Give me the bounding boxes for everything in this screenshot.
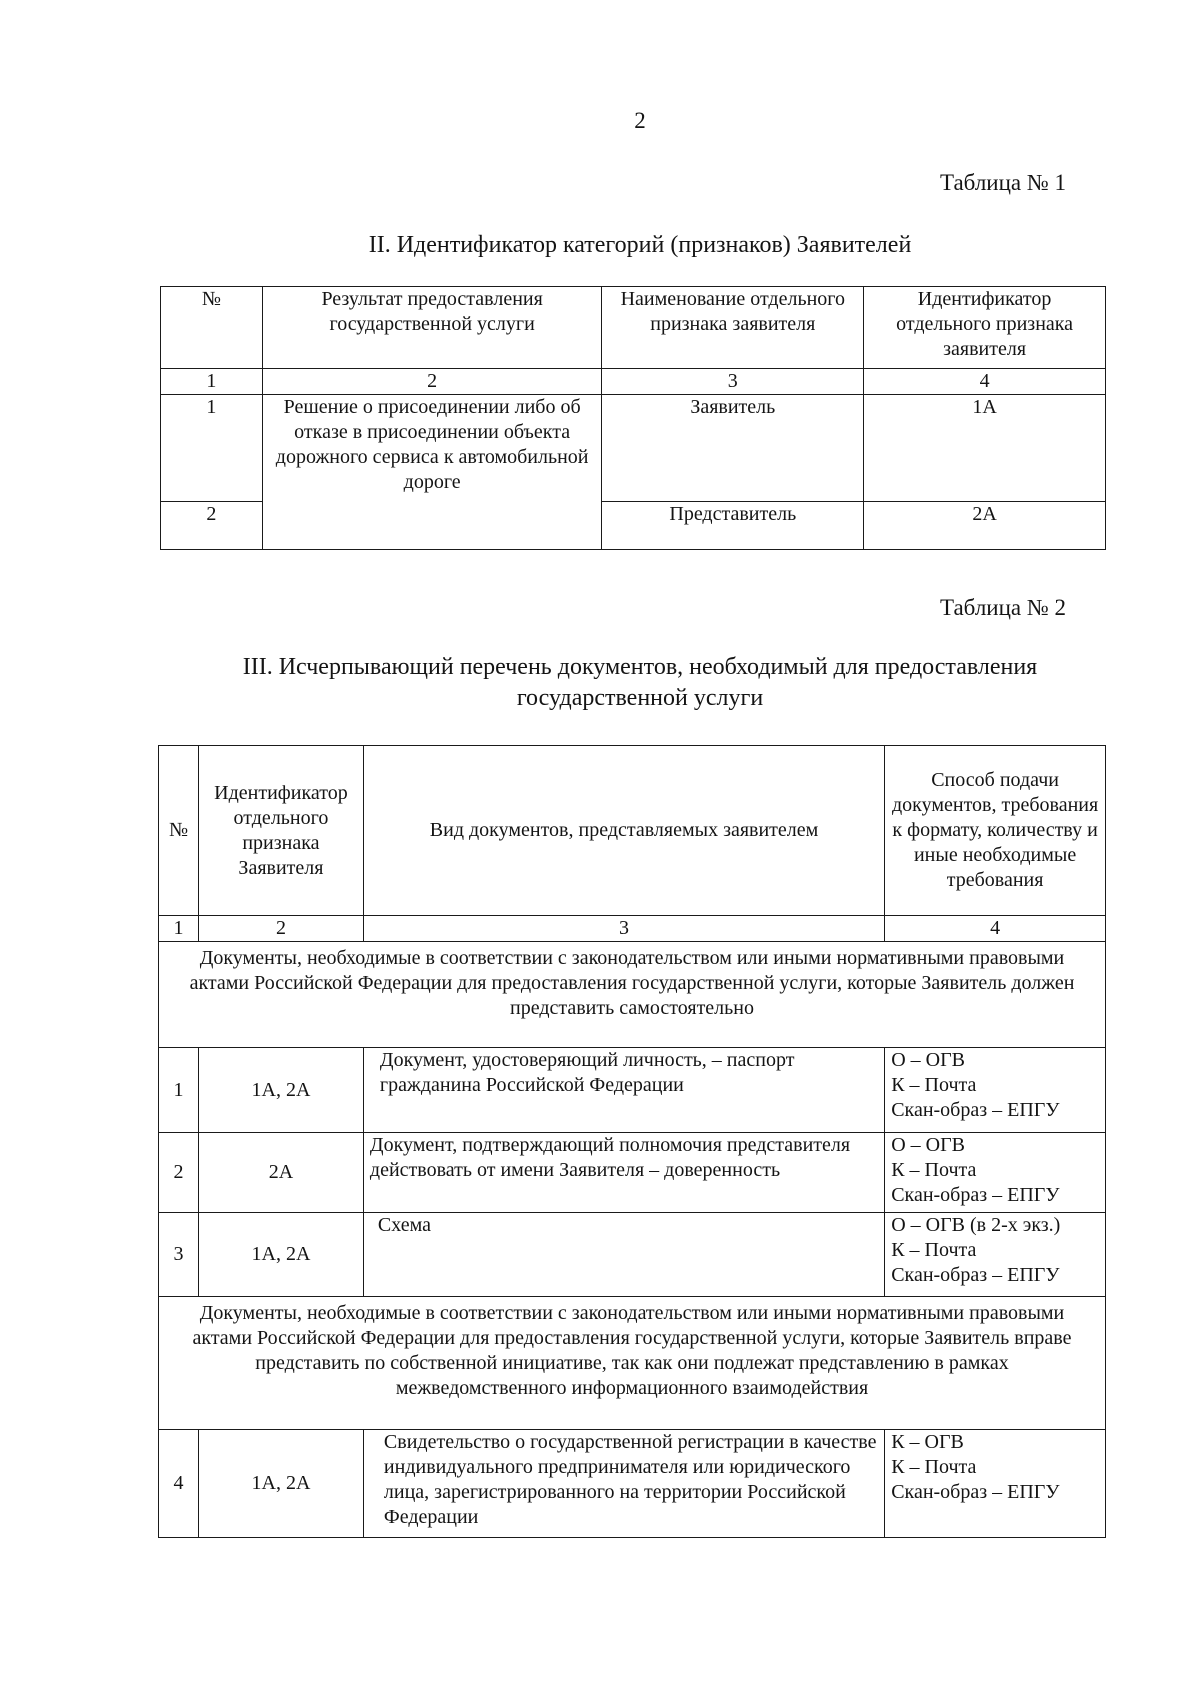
section-optional-docs: Документы, необходимые в соответствии с законодательством или иными нормативными правовыми актами Российской Федерации для предоставления государственной услуги, которые Заявитель вправе представить по собственной инициативе, так как они подлежат представлению в рамках межведомственного информационного взаимодействия bbox=[159, 1297, 1106, 1430]
table1-row bbox=[161, 395, 1106, 502]
table2-row bbox=[159, 1133, 1106, 1213]
table2-colnum: 1 bbox=[159, 916, 199, 942]
table2-row-way bbox=[885, 1213, 1106, 1297]
table1-header-row bbox=[161, 287, 1106, 369]
way-line: Скан-образ – ЕПГУ bbox=[891, 1264, 1060, 1286]
table2-header-identifier: Идентификатор отдельного признака Заявителя bbox=[198, 746, 363, 916]
way-line: Скан-образ – ЕПГУ bbox=[891, 1184, 1060, 1206]
table1-header-id: Идентификатор отдельного признака заявителя bbox=[864, 287, 1106, 369]
way-line: К – Почта bbox=[891, 1159, 977, 1181]
table1-row-id: 2А bbox=[864, 502, 1106, 550]
documents-table bbox=[158, 745, 1106, 1538]
applicant-categories-table bbox=[160, 286, 1106, 550]
table2-row-ids: 1А, 2А bbox=[198, 1430, 363, 1538]
table1-column-numbers-row bbox=[161, 369, 1106, 395]
table1-header-num: № bbox=[161, 287, 263, 369]
table2-row-way bbox=[885, 1048, 1106, 1133]
table2-row-way bbox=[885, 1133, 1106, 1213]
table2-row-doc: Документ, подтверждающий полномочия представителя действовать от имени Заявителя – доверенность bbox=[363, 1133, 884, 1213]
table1-header-name: Наименование отдельного признака заявителя bbox=[602, 287, 864, 369]
table1-row-name: Заявитель bbox=[602, 395, 864, 502]
table2-header-submission: Способ подачи документов, требования к формату, количеству и иные необходимые требования bbox=[885, 746, 1106, 916]
table2-row bbox=[159, 1213, 1106, 1297]
way-line: К – Почта bbox=[891, 1456, 977, 1478]
table2-header-num: № bbox=[159, 746, 199, 916]
table1-row-num: 2 bbox=[161, 502, 263, 550]
table2-row-way bbox=[885, 1430, 1106, 1538]
table1-title: II. Идентификатор категорий (признаков) Заявителей bbox=[368, 232, 912, 258]
page-number: 2 bbox=[634, 108, 646, 133]
way-line: Скан-образ – ЕПГУ bbox=[891, 1099, 1060, 1121]
table1-colnum: 3 bbox=[602, 369, 864, 395]
table2-column-numbers-row bbox=[159, 916, 1106, 942]
table2-title: III. Исчерпывающий перечень документов, необходимый для предоставления государственной услуги bbox=[242, 654, 1038, 711]
way-line: К – Почта bbox=[891, 1239, 977, 1261]
table2-label: Таблица № 2 bbox=[940, 595, 1067, 620]
table2-row-ids: 2А bbox=[198, 1133, 363, 1213]
table2-colnum: 3 bbox=[363, 916, 884, 942]
table2-colnum: 4 bbox=[885, 916, 1106, 942]
table2-row-doc: Схема bbox=[363, 1213, 884, 1297]
way-line: К – ОГВ bbox=[891, 1431, 964, 1453]
table1-header-result: Результат предоставления государственной услуги bbox=[262, 287, 602, 369]
table1-result-text: Решение о присоединении либо об отказе в присоединении объекта дорожного сервиса к автомобильной дороге bbox=[262, 395, 602, 550]
table2-row-doc: Документ, удостоверяющий личность, – паспорт гражданина Российской Федерации bbox=[363, 1048, 884, 1133]
table1-row-num: 1 bbox=[161, 395, 263, 502]
table2-row-ids: 1А, 2А bbox=[198, 1048, 363, 1133]
table2-row bbox=[159, 1430, 1106, 1538]
table1-colnum: 1 bbox=[161, 369, 263, 395]
table2-section-row bbox=[159, 1297, 1106, 1430]
table2-section-row bbox=[159, 942, 1106, 1048]
table2-row-num: 4 bbox=[159, 1430, 199, 1538]
table2-colnum: 2 bbox=[198, 916, 363, 942]
table2-header-doc-type: Вид документов, представляемых заявителем bbox=[363, 746, 884, 916]
table2-header-row bbox=[159, 746, 1106, 916]
table1-colnum: 4 bbox=[864, 369, 1106, 395]
table2-row-num: 3 bbox=[159, 1213, 199, 1297]
way-line: Скан-образ – ЕПГУ bbox=[891, 1481, 1060, 1503]
table2-row-ids: 1А, 2А bbox=[198, 1213, 363, 1297]
table1-label: Таблица № 1 bbox=[940, 170, 1067, 195]
table1-row-name: Представитель bbox=[602, 502, 864, 550]
section-mandatory-docs: Документы, необходимые в соответствии с законодательством или иными нормативными правовыми актами Российской Федерации для предоставления государственной услуги, которые Заявитель должен представить самостоятельно bbox=[159, 942, 1106, 1048]
table2-row-num: 2 bbox=[159, 1133, 199, 1213]
way-line: О – ОГВ (в 2-х экз.) bbox=[891, 1214, 1061, 1236]
way-line: К – Почта bbox=[891, 1074, 977, 1096]
table1-colnum: 2 bbox=[262, 369, 602, 395]
way-line: О – ОГВ bbox=[891, 1134, 965, 1156]
table1-row-id: 1А bbox=[864, 395, 1106, 502]
table2-row-num: 1 bbox=[159, 1048, 199, 1133]
way-line: О – ОГВ bbox=[891, 1049, 965, 1071]
table2-row bbox=[159, 1048, 1106, 1133]
table2-row-doc: Свидетельство о государственной регистрации в качестве индивидуального предпринимателя или юридического лица, зарегистрированного на территории Российской Федерации bbox=[363, 1430, 884, 1538]
